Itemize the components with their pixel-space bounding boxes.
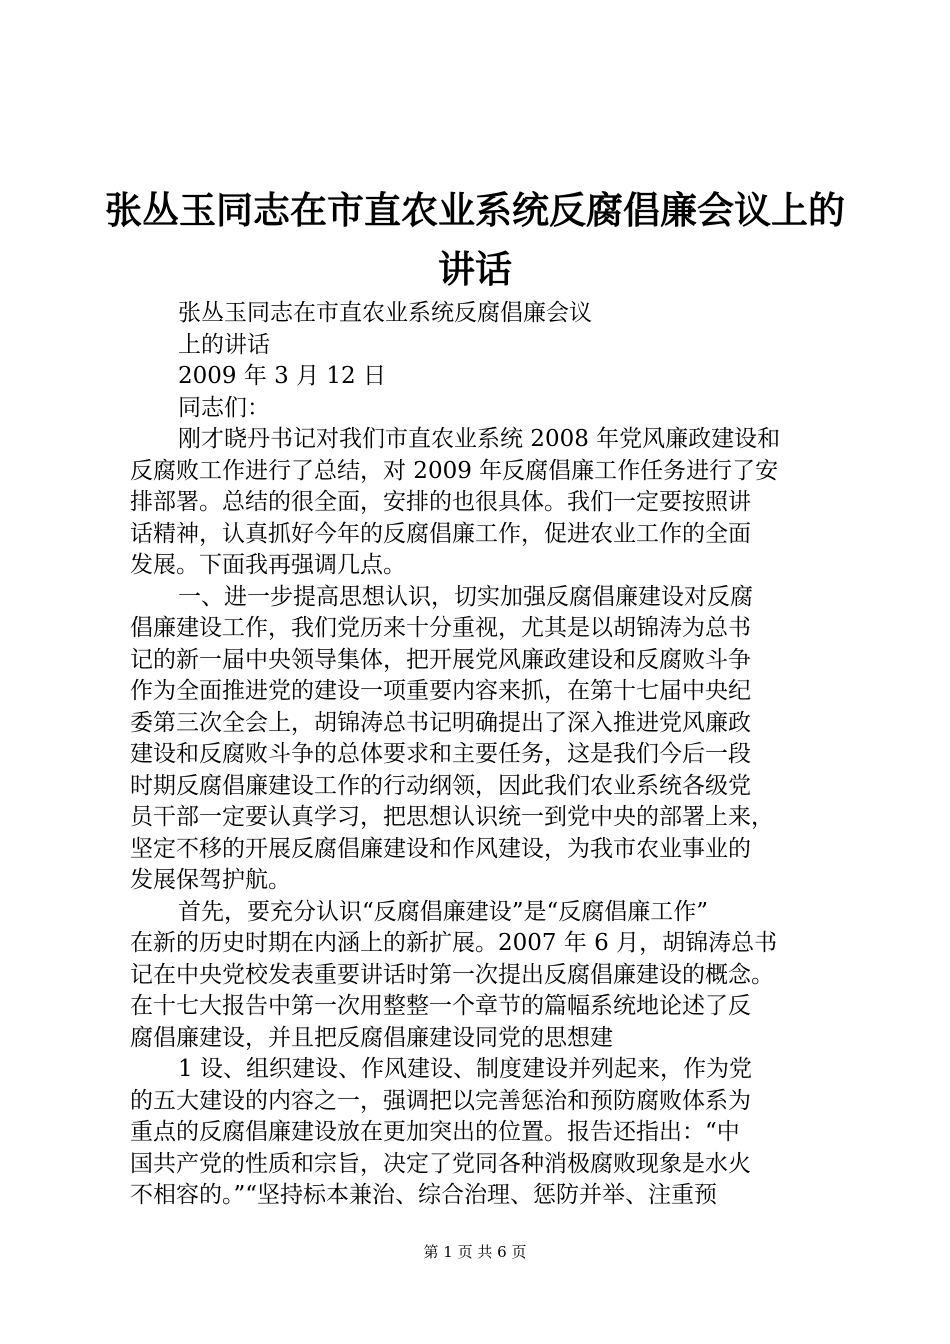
text-line: 不相容的。”“坚持标本兼治、综合治理、惩防并举、注重预 <box>130 1182 718 1208</box>
text-line: 在新的历史时期在内涵上的新扩展。2007 年 6 月，胡锦涛总书 <box>130 930 778 956</box>
text-line: 的五大建设的内容之一，强调把以完善惩治和预防腐败体系为 <box>130 1087 751 1114</box>
text-line: 建设和反腐败斗争的总体要求和主要任务，这是我们今后一段 <box>130 741 751 767</box>
text-line: 一、进一步提高思想认识，切实加强反腐倡廉建设对反腐 <box>178 583 753 610</box>
text-line: 员干部一定要认真学习，把思想认识统一到党中央的部署上来， <box>130 804 774 830</box>
text-line: 重点的反腐倡廉建设放在更加突出的位置。报告还指出：“中 <box>130 1119 740 1145</box>
text-line: 国共产党的性质和宗旨，决定了党同各种消极腐败现象是水火 <box>130 1150 751 1177</box>
text-line: 张丛玉同志在市直农业系统反腐倡廉会议 <box>178 300 592 326</box>
text-line: 在十七大报告中第一次用整整一个章节的篇幅系统地论述了反 <box>130 993 751 1019</box>
text-line: 倡廉建设工作，我们党历来十分重视，尤其是以胡锦涛为总书 <box>130 615 751 641</box>
text-line: 刚才晓丹书记对我们市直农业系统 2008 年党风廉政建设和 <box>178 426 781 452</box>
text-line: 1 设、组织建设、作风建设、制度建设并列起来，作为党 <box>178 1056 752 1082</box>
text-line: 作为全面推进党的建设一项重要内容来抓，在第十七届中央纪 <box>130 678 751 704</box>
text-line: 记在中央党校发表重要讲话时第一次提出反腐倡廉建设的概念。 <box>130 961 774 988</box>
text-line: 同志们： <box>178 394 270 421</box>
document-title-line-2: 讲话 <box>438 248 512 291</box>
text-line: 时期反腐倡廉建设工作的行动纲领，因此我们农业系统各级党 <box>130 772 751 799</box>
text-line: 腐倡廉建设，并且把反腐倡廉建设同党的思想建 <box>130 1024 613 1051</box>
text-line: 上的讲话 <box>178 331 270 358</box>
document-title-line-1: 张丛玉同志在市直农业系统反腐倡廉会议上的 <box>105 189 845 232</box>
text-line: 首先，要充分认识“反腐倡廉建设”是“反腐倡廉工作” <box>178 898 709 925</box>
document-body <box>130 298 830 1212</box>
text-line: 2009 年 3 月 12 日 <box>178 363 386 389</box>
text-line: 坚定不移的开展反腐倡廉建设和作风建设，为我市农业事业的 <box>130 835 751 862</box>
text-line: 记的新一届中央领导集体，把开展党风廉政建设和反腐败斗争 <box>130 646 751 673</box>
text-line: 话精神，认真抓好今年的反腐倡廉工作，促进农业工作的全面 <box>130 520 751 547</box>
text-line: 发展。下面我再强调几点。 <box>130 552 406 578</box>
text-line: 排部署。总结的很全面，安排的也很具体。我们一定要按照讲 <box>130 489 751 515</box>
page-footer: 第 1 页 共 6 页 <box>423 1243 527 1261</box>
text-line: 反腐败工作进行了总结，对 2009 年反腐倡廉工作任务进行了安 <box>130 457 779 484</box>
text-line: 委第三次全会上，胡锦涛总书记明确提出了深入推进党风廉政 <box>130 709 751 736</box>
text-line: 发展保驾护航。 <box>130 867 291 893</box>
